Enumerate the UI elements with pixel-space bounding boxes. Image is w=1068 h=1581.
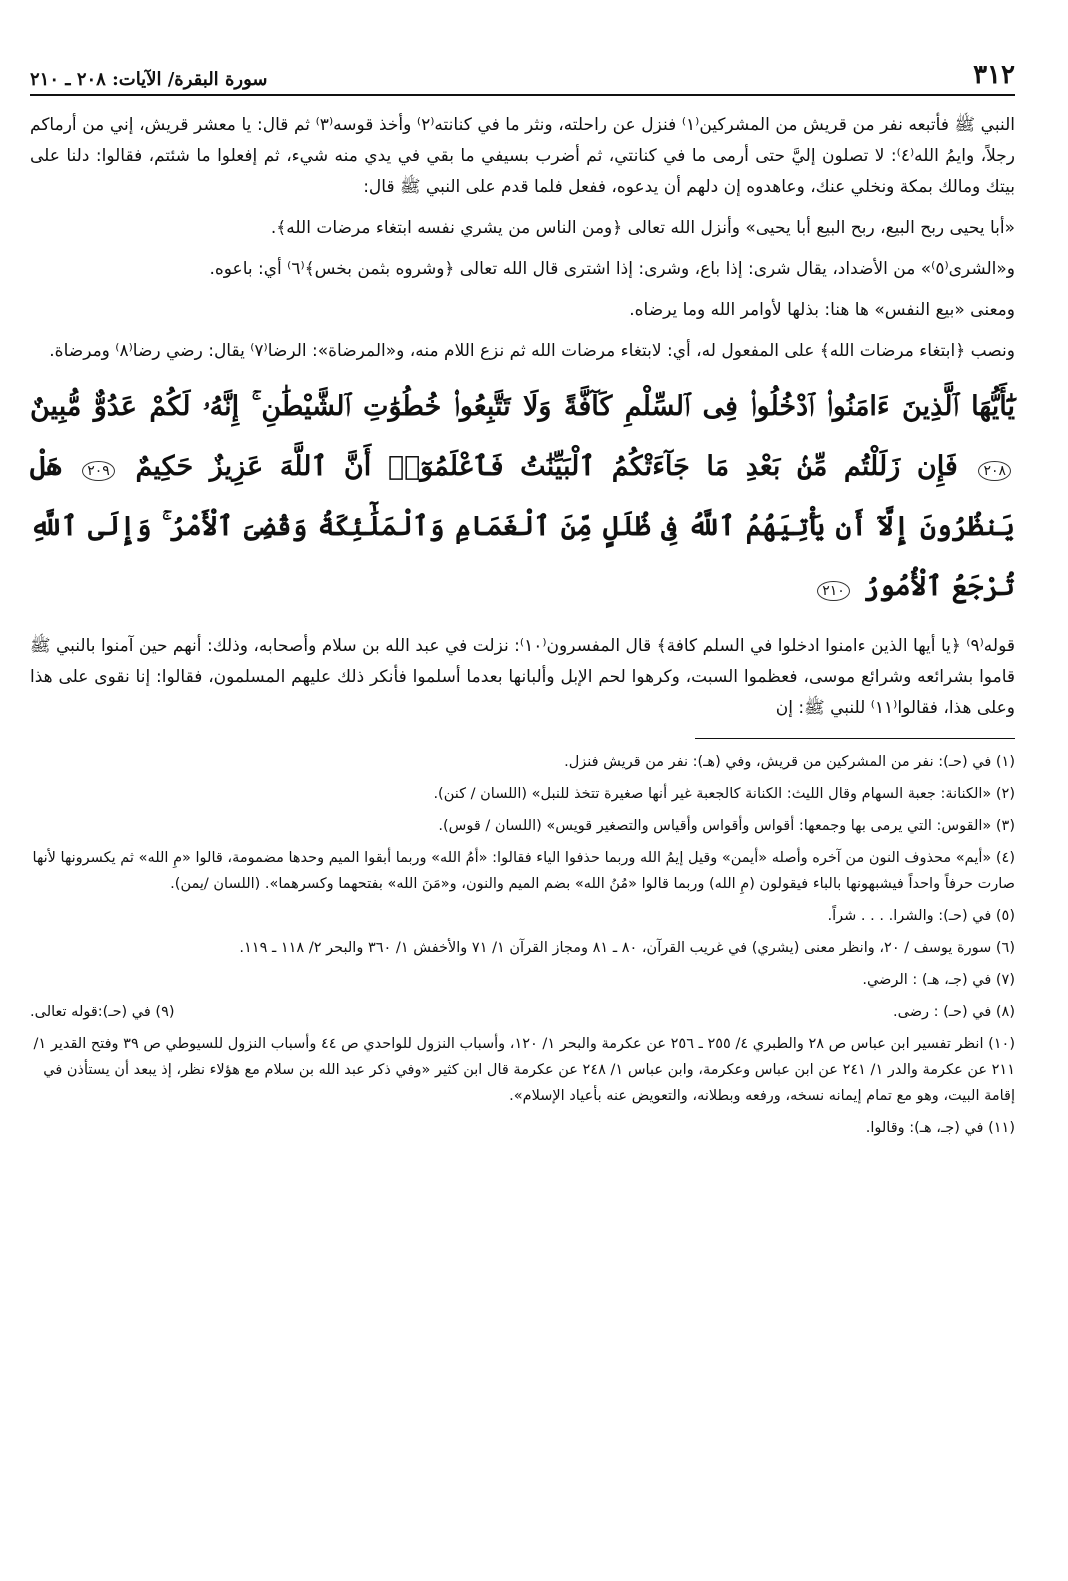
ayah-number-209: ٢٠٩ bbox=[82, 461, 115, 481]
running-title: سورة البقرة/ الآيات: ٢٠٨ ـ ٢١٠ bbox=[30, 69, 268, 90]
ayah-number-208: ٢٠٨ bbox=[978, 461, 1011, 481]
footnote-9: (٩) في (حـ):قوله تعالى. bbox=[30, 1004, 175, 1020]
page-header bbox=[30, 60, 1015, 96]
paragraph-4: ومعنى «بيع النفس» ها هنا: بذلها لأوامر الله وما يرضاه. bbox=[629, 300, 1015, 320]
paragraph-2: «أبا يحيى ربح البيع، ربح البيع أبا يحيى» وأنزل الله تعالى ﴿ومن الناس من يشري نفسه ابتغاء مرضات الله﴾. bbox=[270, 218, 1015, 238]
footnote-10: (١٠) انظر تفسير ابن عباس ص ٢٨ والطبري ٤/ ٢٥٥ ـ ٢٥٦ عن عكرمة والبحر ١/ ١٢٠، وأسباب النزول للواحدي ص ٤٤ وأسباب النزول للسيوطي ص ٣٩ وفتح القدير ١/ ٢١١ عن عكرمة والدر ١/ ٢٤١ عن ابن عباس وعكرمة، وابن عباس ١/ ٢٤٨ عن عكرمة قال ابن كثير «وفي ذكر عبد الله بن سلام مع هؤلاء نظر، إذ يبعد أن يستأذن في إقامة البيت، وهو مع تمام إيمانه نسخه، ورفعه وبطلانه، والتعويض عنه بأعياد الإسلام». bbox=[33, 1036, 1015, 1104]
footnote-4: (٤) «أيم» محذوف النون من آخره وأصله «أيمن» وقيل إيمُ الله وربما حذفوا الياء فقالوا: «أمُ الله» وربما أبقوا الميم وحدها مضمومة، قالوا «مِ الله» ثم يكسرونها لأنها صارت حرفاً واحداً فيشبهونها بالباء فيقولون (مِ الله) وربما قالوا «مُنُ الله» بضم الميم والنون، و«مَنَ الله» بفتحهما وكسرهما». (اللسان /يمن). bbox=[32, 850, 1015, 892]
verse-209: فَإِن زَلَلْتُم مِّنۢ بَعْدِ مَا جَآءَتْكُمُ ٱلْبَيِّنَٰتُ فَٱعْلَمُوٓا۟ أَنَّ ٱللَّهَ عَزِيزٌ حَكِيمٌ bbox=[135, 451, 958, 482]
footnote-5: (٥) في (حـ): والشرا. . . . شراً. bbox=[827, 908, 1015, 924]
main-text bbox=[30, 110, 1015, 724]
footnote-6: (٦) سورة يوسف / ٢٠، وانظر معنى (يشري) في غريب القرآن، ٨٠ ـ ٨١ ومجاز القرآن ١/ ٧١ والأخفش ١/ ٣٦٠ والبحر ٢/ ١١٨ ـ ١١٩. bbox=[239, 940, 1015, 956]
footnote-row-8-9 bbox=[30, 999, 1015, 1025]
ayah-number-210: ٢١٠ bbox=[817, 581, 850, 601]
book-page bbox=[30, 60, 1015, 1147]
paragraph-3: و«الشرى⁽٥⁾» من الأضداد، يقال شرى: إذا باع، وشرى: إذا اشترى قال الله تعالى ﴿وشروه بثمن بخس﴾⁽٦⁾ أي: باعوه. bbox=[209, 259, 1015, 279]
footnote-separator bbox=[695, 738, 1015, 739]
verse-208: يَٰٓأَيُّهَا ٱلَّذِينَ ءَامَنُوا۟ ٱدْخُلُوا۟ فِى ٱلسِّلْمِ كَآفَّةً وَلَا تَتَّبِعُوا۟ خُطُوَٰتِ ٱلشَّيْطَٰنِ ۚ إِنَّهُۥ لَكُمْ عَدُوٌّ مُّبِينٌ bbox=[30, 391, 1015, 422]
verse-210: هَلْ يَنظُرُونَ إِلَّآ أَن يَأْتِيَهُمُ ٱللَّهُ فِى ظُلَلٍ مِّنَ ٱلْغَمَامِ وَٱلْمَلَٰٓئِكَةُ وَقُضِىَ ٱلْأَمْرُ ۚ وَإِلَى ٱللَّهِ تُرْجَعُ ٱلْأُمُورُ bbox=[30, 451, 1015, 602]
paragraph-6: قوله⁽٩⁾ ﴿يا أيها الذين ءامنوا ادخلوا في السلم كافة﴾ قال المفسرون⁽١٠⁾: نزلت في عبد الله بن سلام وأصحابه، وذلك: أنهم حين آمنوا بالنبي ﷺ قاموا بشرائعه وشرائع موسى، فعظموا السبت، وكرهوا لحم الإبل وألبانها بعدما أسلموا فأنكر ذلك عليهم المسلمون، فقالوا: إنا نقوى على هذا وعلى هذا، فقالوا⁽١١⁾ للنبي ﷺ: إن bbox=[30, 636, 1015, 718]
paragraph-1: النبي ﷺ فأتبعه نفر من قريش من المشركين⁽١⁾ فنزل عن راحلته، ونثر ما في كنانته⁽٢⁾ وأخذ قوسه⁽٣⁾ ثم قال: يا معشر قريش، إني من أرماكم رجلاً، وايمُ الله⁽٤⁾: لا تصلون إليَّ حتى أرمى ما في كنانتي، ثم أضرب بسيفي ما بقي في يدي منه شيء، ثم إفعلوا ما شئتم، فقالوا: دلنا على بيتك ومالك بمكة ونخلي عنك، وعاهدوه إن دلهم أن يدعوه، ففعل فلما قدم على النبي ﷺ قال: bbox=[30, 115, 1015, 197]
footnote-1: (١) في (حـ): نفر من المشركين من قريش، وفي (هـ): نفر من قريش فنزل. bbox=[564, 754, 1015, 770]
footnote-11: (١١) في (جـ، هـ): وقالوا. bbox=[865, 1120, 1015, 1136]
paragraph-5: ونصب ﴿ابتغاء مرضات الله﴾ على المفعول له، أي: لابتغاء مرضات الله ثم نزع اللام منه، و«المرضاة»: الرضا⁽٧⁾ يقال: رضي رضا⁽٨⁾ ومرضاة. bbox=[49, 341, 1015, 361]
footnotes bbox=[30, 749, 1015, 1141]
footnote-7: (٧) في (جـ، هـ) : الرضي. bbox=[862, 972, 1015, 988]
footnote-3: (٣) «القوس: التي يرمى بها وجمعها: أقواس وأقواس وأقياس والتصغير قويس» (اللسان / قوس). bbox=[438, 818, 1015, 834]
footnote-2: (٢) «الكنانة: جعبة السهام وقال الليث: الكنانة كالجعبة غير أنها صغيرة تتخذ للنبل» (اللسان / كنن). bbox=[433, 786, 1015, 802]
footnote-8: (٨) في (حـ) : رضى. bbox=[893, 1004, 1015, 1020]
page-number: ٣١٢ bbox=[973, 60, 1015, 90]
quran-verses bbox=[30, 377, 1015, 617]
